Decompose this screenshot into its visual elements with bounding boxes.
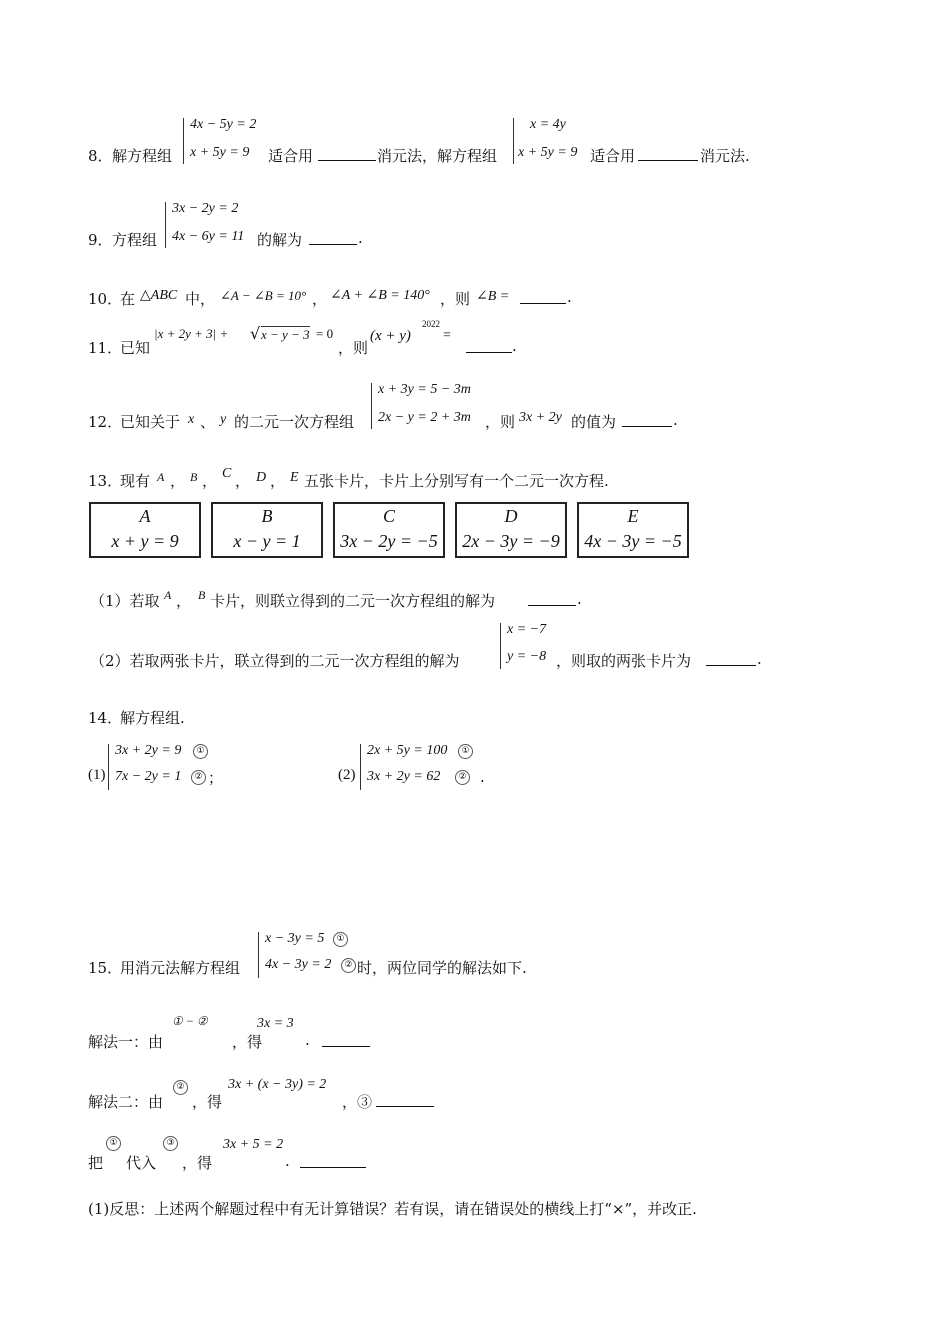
q13-text2: 五张卡片，卡片上分别写有一个二元一次方程. <box>304 472 609 490</box>
q15-reflect: (1)反思：上述两个解题过程中有无计算错误？若有误，请在错误处的横线上打“×”，并改正. <box>88 1200 697 1218</box>
card-equation: 2x − 3y = −9 <box>462 531 560 551</box>
q12-eq1: x + 3y = 5 − 3m <box>378 382 471 397</box>
q12-text3: ，则 <box>485 413 516 431</box>
q13-p1-end: . <box>577 590 582 608</box>
q10-text3: ，则 <box>440 290 471 308</box>
q13-p2-post: ，则取的两张卡片为 <box>556 652 692 670</box>
circled-3-icon: ③ <box>163 1136 178 1151</box>
circled-1-icon: ① <box>333 932 348 947</box>
card-label: B <box>261 506 273 526</box>
q11-abs: |x + 2y + 3| + <box>154 326 229 341</box>
card-E[interactable] <box>577 502 689 558</box>
q12-text1: 已知关于 <box>120 413 181 431</box>
q13-text1: 现有 <box>120 472 151 490</box>
q9-blank[interactable] <box>309 230 357 245</box>
q15-m3-res: 3x + 5 = 2 <box>223 1137 284 1152</box>
q8-text3: 消元法，解方程组 <box>377 147 498 165</box>
q13-inline-B: B <box>190 470 198 484</box>
q15-m2-res: 3x + (x − 3y) = 2 <box>228 1077 327 1092</box>
q11-end: . <box>512 337 517 355</box>
q15-m3-pre: 把 <box>88 1154 104 1172</box>
circled-1-icon: ① <box>458 744 473 759</box>
q14-p1-label: (1) <box>88 767 106 783</box>
q13-p2-pre: （2）若取两张卡片，联立得到的二元一次方程组的解为 <box>90 652 460 670</box>
q8-text2: 适合用 <box>268 147 314 165</box>
card-A[interactable] <box>89 502 201 558</box>
q14-number: 14． <box>88 709 123 727</box>
q13-inline-D: D <box>256 470 267 485</box>
q13-inline-E: E <box>290 470 299 485</box>
q14-p1-eq2: 7x − 2y = 1 <box>115 769 182 784</box>
q14-p2-end: . <box>480 768 485 786</box>
circled-2-icon: ② <box>173 1080 188 1095</box>
q12-end: . <box>673 411 678 429</box>
q13-p2-eq1: x = −7 <box>507 622 547 637</box>
q12-blank[interactable] <box>622 412 672 427</box>
q12-eq2: 2x − y = 2 + 3m <box>378 410 471 425</box>
q10-cond2: ∠A + ∠B = 140° <box>330 288 430 303</box>
circled-2-icon: ② <box>191 770 206 785</box>
q15-m1-pre: 解法一：由 <box>88 1033 164 1051</box>
card-B[interactable] <box>211 502 323 558</box>
q15-text1: 用消元法解方程组 <box>120 959 241 977</box>
q13-inline-A: A <box>157 470 165 484</box>
circled-1-icon: ① <box>106 1136 121 1151</box>
q10-ask: ∠B = <box>476 289 510 304</box>
q15-m2-pre: 解法二：由 <box>88 1093 164 1111</box>
q13-p1-sep: ， <box>176 592 192 610</box>
q8-brace-2 <box>513 118 514 164</box>
q11-sqrt-inner: x − y − 3 <box>261 327 310 342</box>
q10-cond1: ∠A − ∠B = 10° <box>220 288 307 303</box>
q14-p2-brace <box>360 744 361 790</box>
q13-p2-eq2: y = −8 <box>507 649 547 664</box>
q15-text2: 时，两位同学的解法如下. <box>357 959 527 977</box>
circled-1-icon: ① <box>193 744 208 759</box>
q12-brace <box>371 383 372 429</box>
q15-m2-tag: ，③ <box>342 1093 373 1111</box>
q15-eq1: x − 3y = 5 <box>265 931 325 946</box>
q15-m1-end: . <box>305 1031 310 1049</box>
q9-end: . <box>358 229 363 247</box>
q14-title: 解方程组. <box>120 709 185 727</box>
q8-number: 8． <box>88 147 113 165</box>
q13-p2-blank[interactable] <box>706 651 756 666</box>
q10-end: . <box>567 288 572 306</box>
card-D[interactable] <box>455 502 567 558</box>
q12-text4: 的值为 <box>571 413 617 431</box>
q9-text2: 的解为 <box>257 231 303 249</box>
q11-blank[interactable] <box>466 338 512 353</box>
circled-2-icon: ② <box>341 958 356 973</box>
card-label: D <box>504 506 518 526</box>
q10-text2: 中， <box>185 290 216 308</box>
q13-p1-pre: （1）若取 <box>90 592 160 610</box>
q13-number: 13． <box>88 472 123 490</box>
q13-comma-2: ， <box>202 472 218 490</box>
card-label: A <box>139 506 151 526</box>
q14-p1-brace <box>108 744 109 790</box>
q14-p2-eq1: 2x + 5y = 100 <box>367 743 448 758</box>
q10-text1: 在 <box>120 290 136 308</box>
q10-blank[interactable] <box>520 289 566 304</box>
q15-eq2: 4x − 3y = 2 <box>265 957 332 972</box>
q8-blank-1[interactable] <box>318 146 376 161</box>
q15-m1-res: 3x = 3 <box>257 1016 294 1031</box>
q14-p1-end: ； <box>208 769 224 787</box>
q9-eq1: 3x − 2y = 2 <box>172 201 239 216</box>
q15-m1-op: ① − ② <box>172 1014 208 1028</box>
q8-sys2-eq1: x = 4y <box>530 117 566 132</box>
q12-text2: 的二元一次方程组 <box>234 413 355 431</box>
q8-sys2-eq2: x + 5y = 9 <box>518 145 578 160</box>
q14-p2-label: (2) <box>338 767 356 783</box>
q13-comma-3: ， <box>235 472 251 490</box>
sqrt-icon: √ <box>250 324 261 343</box>
q11-eq0: = 0 <box>316 326 334 341</box>
q14-p2-eq2: 3x + 2y = 62 <box>367 769 441 784</box>
q11-equals: = <box>443 328 451 343</box>
q13-p1-post: 卡片，则联立得到的二元一次方程组的解为 <box>210 592 496 610</box>
q8-sys1-eq2: x + 5y = 9 <box>190 145 250 160</box>
card-equation: x + y = 9 <box>111 531 179 551</box>
q15-brace <box>258 932 259 978</box>
q9-text: 方程组 <box>112 231 158 249</box>
card-equation: 3x − 2y = −5 <box>340 531 438 551</box>
circled-2-icon: ② <box>455 770 470 785</box>
q10-number: 10． <box>88 290 123 308</box>
q13-p1-a: A <box>164 588 172 602</box>
q15-m3-blank[interactable] <box>300 1153 366 1168</box>
q13-p1-blank[interactable] <box>528 591 576 606</box>
q9-number: 9． <box>88 231 113 249</box>
q11-pow-base: (x + y) <box>370 328 411 344</box>
q8-sys1-eq1: 4x − 5y = 2 <box>190 117 257 132</box>
q8-text4: 适合用 <box>590 147 636 165</box>
q8-blank-2[interactable] <box>638 146 698 161</box>
q8-brace-1 <box>183 118 184 164</box>
q11-text1: 已知 <box>120 339 151 357</box>
card-C[interactable] <box>333 502 445 558</box>
q11-pow-exp: 2022 <box>422 319 440 329</box>
q9-eq2: 4x − 6y = 11 <box>172 229 245 244</box>
card-equation: x − y = 1 <box>233 531 301 551</box>
q15-m2-mid: ，得 <box>192 1093 223 1111</box>
q8-text: 解方程组 <box>112 147 173 165</box>
q12-number: 12． <box>88 413 123 431</box>
q9-brace <box>165 202 166 248</box>
q13-p1-b: B <box>198 588 206 602</box>
q13-p2-end: . <box>757 650 762 668</box>
q12-var-y: y <box>220 412 227 427</box>
q13-inline-C: C <box>222 466 232 481</box>
q13-p2-brace <box>500 623 501 669</box>
q12-expr: 3x + 2y <box>519 410 562 425</box>
card-label: C <box>382 506 395 526</box>
q13-comma-1: ， <box>170 472 186 490</box>
q14-p1-eq1: 3x + 2y = 9 <box>115 743 182 758</box>
q10-triangle: △ABC <box>140 288 178 303</box>
q12-dun: 、 <box>200 413 216 431</box>
q8-text5: 消元法. <box>700 147 750 165</box>
q11-text2: ，则 <box>338 339 369 357</box>
q10-sep: ， <box>312 290 328 308</box>
q15-m3-mid1: 代入 <box>126 1154 157 1172</box>
q11-number: 11． <box>88 339 123 357</box>
q15-m3-end: . <box>285 1152 290 1170</box>
q15-m1-mid: ，得 <box>232 1033 263 1051</box>
q15-m3-mid2: ，得 <box>182 1154 213 1172</box>
q12-var-x: x <box>188 412 195 427</box>
card-equation: 4x − 3y = −5 <box>584 531 682 551</box>
card-label: E <box>627 506 639 526</box>
q15-m1-blank[interactable] <box>322 1032 370 1047</box>
q13-comma-4: ， <box>270 472 286 490</box>
q15-number: 15． <box>88 959 123 977</box>
q15-m2-blank[interactable] <box>376 1092 434 1107</box>
